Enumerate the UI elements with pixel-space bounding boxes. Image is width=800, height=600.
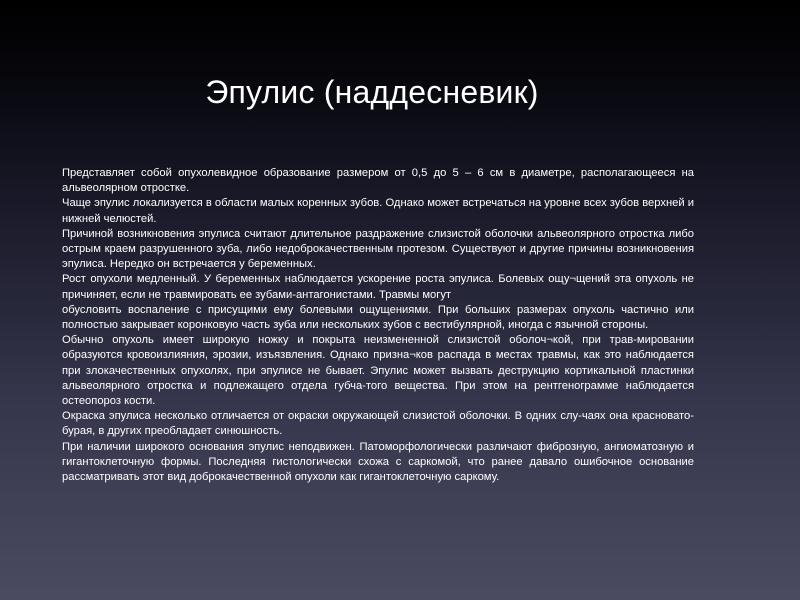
- paragraph: Причиной возникновения эпулиса считают длительное раздражение слизистой оболочки альвеолярного отростка либо острым краем разрушенного зуба, либо недоброкачественным протезом. Существуют и другие причины возникновения эпулиса. Нередко он встречается у беременных.: [62, 227, 694, 271]
- paragraph: Чаще эпулис локализуется в области малых коренных зубов. Однако может встречаться на уровне всех зубов верхней и нижней челюстей.: [62, 197, 694, 225]
- paragraph: Окраска эпулиса несколько отличается от окраски окружающей слизистой оболочки. В одних слу-чаях она красновато-бурая, в других преобладает синюшность.: [62, 410, 694, 438]
- slide-title: Эпулис (наддесневик): [205, 74, 539, 110]
- paragraph: При наличии широкого основания эпулис неподвижен. Патоморфологически различают фиброзную, ангиоматозную и гигантоклеточную формы. Последняя гистологически схожа с саркомой, что ранее давало ошибочное основание рассматривать этот вид доброкачественной опухоли как гигантоклеточную саркому.: [62, 440, 694, 484]
- slide-body-text: [62, 166, 694, 485]
- paragraph: Обычно опухоль имеет широкую ножку и покрыта неизмененной слизистой оболоч¬кой, при трав-мировании образуются кровоизлияния, эрозии, изъязвления. Однако призна¬ков распада в местах травмы, как это наблюдается при злокачественных опухолях, при эпулисе не бывает. Эпулис может вызвать деструкцию кортикальной пластинки альвеолярного отростка и подлежащего отдела губча-того вещества. При этом на рентгенограмме наблюдается остеопороз кости.: [62, 334, 694, 408]
- paragraph: Представляет собой опухолевидное образование размером от 0,5 до 5 – 6 см в диаметре, располагающееся на альвеолярном отростке.: [62, 167, 694, 195]
- paragraph: Рост опухоли медленный. У беременных наблюдается ускорение роста эпулиса. Болевых ощу¬щений эта опухоль не причиняет, если не травмировать ее зубами-антагонистами. Травмы могут: [62, 273, 694, 301]
- paragraph: обусловить воспаление с присущими ему болевыми ощущениями. При больших размерах опухоль частично или полностью закрывает коронковую часть зуба или нескольких зубов с вестибулярной, иногда с язычной стороны.: [62, 303, 694, 332]
